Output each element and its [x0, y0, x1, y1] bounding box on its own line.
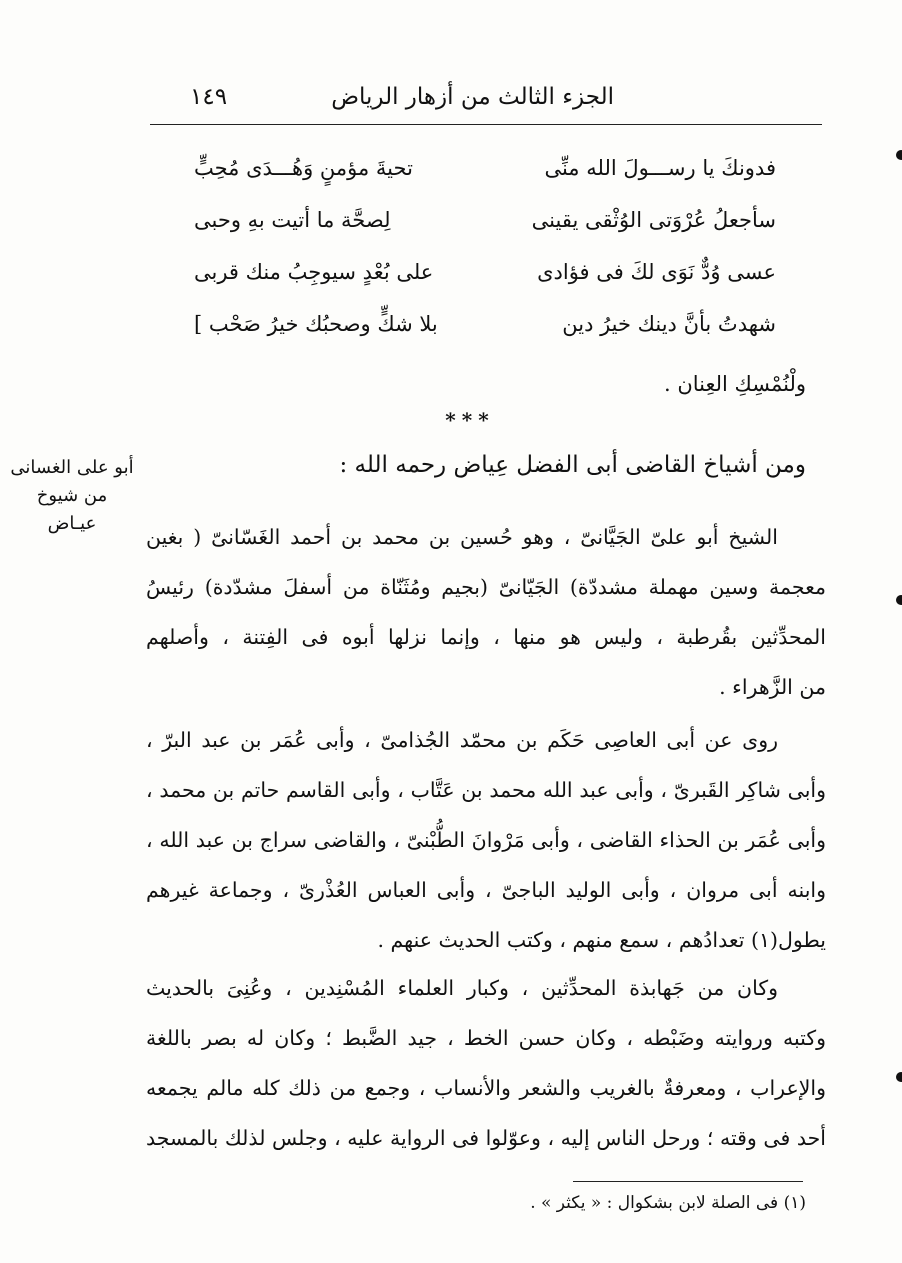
verse-hemistich-first: فدونكَ يا رســـولَ الله منِّى — [544, 156, 776, 180]
text-line: وكتبه وروايته وضَبْطه ، وكان حسن الخط ، جيد الضَّبط ؛ وكان له بصر باللغة — [146, 1026, 826, 1050]
page-number: ١٤٩ — [190, 84, 228, 110]
paragraph-teachers — [146, 715, 826, 965]
margin-note-line: أبو على الغسانى — [10, 457, 134, 478]
running-title: الجزء الثالث من أزهار الرياض — [331, 84, 614, 110]
text-line: المحدِّثين بقُرطبة ، وليس هو منها ، وإنما نزلها أبوه فى الفِتنة ، وأصلهم — [146, 625, 826, 649]
margin-note-line: من شيوخ — [36, 485, 108, 506]
running-header — [150, 78, 822, 118]
footnote: (١) فى الصلة لابن بشكوال : « يكثر » . — [530, 1193, 806, 1213]
poem — [150, 148, 822, 356]
text-line: يطول(١) تعدادُهم ، سمع منهم ، وكتب الحديث عنهم . — [377, 928, 826, 952]
margin-note — [6, 454, 138, 538]
scan-binding-mark — [896, 150, 902, 160]
margin-note-line: عيـاض — [47, 513, 97, 534]
text-line: أحد فى وقته ؛ ورحل الناس إليه ، وعوّلوا فى الرواية عليه ، وجلس لذلك بالمسجد — [146, 1126, 826, 1150]
verse-hemistich-first: شهدتُ بأنَّ دينك خيرُ دين — [562, 312, 776, 336]
verse-hemistich-second: تحيةَ مؤمنٍ وَهُـــدَى مُحِبٍّ — [194, 156, 413, 180]
text-line: وابنه أبى مروان ، وأبى الوليد الباجىّ ، وأبى العباس العُذْرىّ ، وجماعة غيرهم — [146, 878, 826, 902]
text-line: وكان من جَهابذة المحدِّثين ، وكبار العلماء المُسْنِدين ، وعُنِىَ بالحديث — [146, 976, 778, 1000]
paragraph-scholarship — [146, 963, 826, 1163]
verse-line — [150, 148, 822, 200]
verse-line — [150, 252, 822, 304]
verse-hemistich-second: على بُعْدٍ سيوجِبُ منك قربى — [194, 260, 434, 284]
text-line: معجمة وسين مهملة مشددّة) الجَيّانىّ (بجيم ومُثَنّاة من أسفلَ مشدّدة) رئيسُ — [146, 575, 826, 599]
section-heading: ومن أشياخ القاضى أبى الفضل عِياض رحمه الله : — [339, 452, 806, 478]
verse-hemistich-second: بلا شكٍّ وصحبُك خيرُ صَحْب ] — [194, 312, 438, 336]
verse-hemistich-second: لِصحَّة ما أتيت بهِ وحبى — [194, 208, 391, 232]
footnote-rule — [573, 1181, 803, 1182]
verse-hemistich-first: عسى وُدٌّ نَوَى لكَ فى فؤادى — [537, 260, 776, 284]
verse-line — [150, 304, 822, 356]
text-line: والإعراب ، ومعرفةٌ بالغريب والشعر والأنساب ، وجمع من ذلك كله مالم يجمعه — [146, 1076, 826, 1100]
text-line: وأبى عُمَر بن الحذاء القاضى ، وأبى مَرْوانَ الطُّبْنىّ ، والقاضى سراج بن عبد الله ، — [146, 828, 826, 852]
scan-binding-mark — [896, 595, 902, 605]
text-line: من الزَّهراء . — [719, 675, 826, 699]
header-rule — [150, 124, 822, 125]
text-line: وأبى شاكِر القَبرىّ ، وأبى عبد الله محمد بن عَتَّاب ، وأبى القاسم حاتم بن محمد ، — [146, 778, 826, 802]
text-line: روى عن أبى العاصِى حَكَم بن محمّد الجُذامىّ ، وأبى عُمَر بن عبد البرّ ، — [146, 728, 778, 752]
scan-binding-mark — [896, 1072, 902, 1082]
text-line: الشيخ أبو علىّ الجَيَّانىّ ، وهو حُسين بن محمد بن أحمد الغَسّانىّ ( بغين — [146, 525, 778, 549]
verse-line — [150, 200, 822, 252]
paragraph-biography — [146, 512, 826, 712]
verse-hemistich-first: سأجعلُ عُرْوَتى الوُثْقى يقينى — [531, 208, 776, 232]
section-separator: *** — [445, 408, 495, 432]
verse-tail: ولْنُمْسِكِ العِنان . — [664, 372, 806, 396]
